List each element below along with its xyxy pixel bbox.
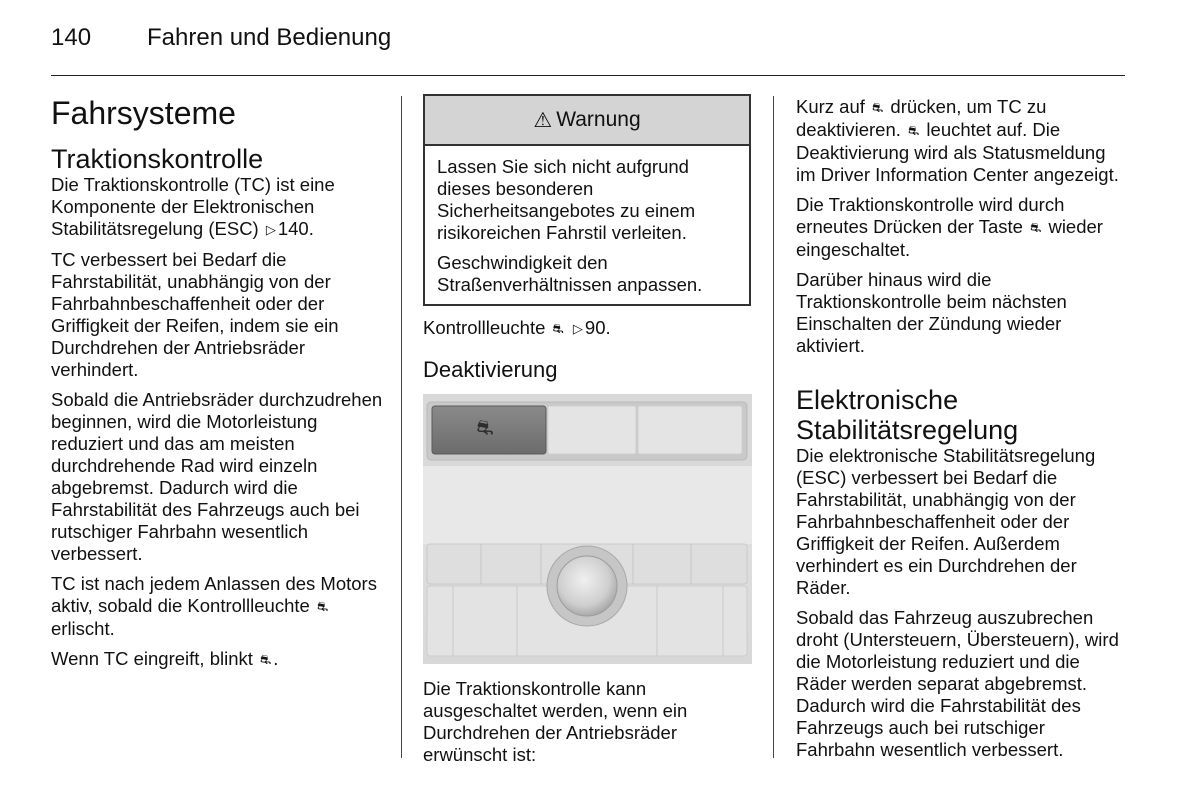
column-3 (796, 96, 1126, 769)
column-2-subheading (423, 357, 753, 383)
page-number: 140 (51, 24, 92, 51)
warning-triangle-icon: ⚠ (533, 108, 553, 132)
paragraph: TC ist nach jedem Anlassen des Motors aktiv, sobald die Kontrollleuchte ⛐ erlischt. (51, 573, 377, 639)
paragraph: Die Traktionskontrolle wird durch erneutes Drücken der Taste ⛐ wieder eingeschaltet. (796, 194, 1103, 260)
paragraph: Die Traktionskontrolle (TC) ist eine Komponente der Elektronischen Stabilitätsregelung (ESC) ▷ 140. (51, 174, 335, 239)
column-divider-2 (773, 96, 774, 758)
traction-control-icon: ⛐ (260, 652, 272, 667)
warning-title: Warnung (556, 108, 641, 131)
paragraph: Darüber hinaus wird die Traktionskontrolle beim nächsten Einschalten der Zündung wieder aktiviert. (796, 269, 1067, 356)
traction-control-off-icon: ⛐ (872, 100, 884, 115)
traction-control-icon: ⛐ (316, 599, 329, 614)
traction-control-icon: ⛐ (552, 321, 564, 336)
paragraph: Sobald die Antriebsräder durchzudrehen beginnen, wird die Motorleistung reduziert und das am meisten durchdrehende Rad wird einzeln abgebremst. Dadurch wird die Fahrstabilität des Fahrzeugs auch bei rutschiger Fahrbahn wesentlich verbessert. (51, 389, 383, 564)
section-title: Fahren und Bedienung (147, 24, 392, 51)
warning-body (425, 146, 749, 296)
section-heading-traktionskontrolle: Traktionskontrolle (51, 144, 264, 174)
column-2-indicator (423, 317, 753, 348)
column-divider-1 (401, 96, 402, 758)
rotary-knob (557, 556, 617, 616)
column-2-text (423, 678, 753, 774)
header-rule (51, 75, 1125, 76)
traction-control-off-icon: ⛐ (476, 415, 494, 439)
dashboard-photo (423, 394, 752, 664)
page-reference-arrow-icon: ▷ (265, 222, 276, 237)
warning-box (423, 94, 751, 306)
page-header (51, 24, 391, 52)
section-heading-esc: Elektronische Stabilitätsregelung (796, 385, 1019, 445)
column-1 (51, 96, 386, 679)
warning-paragraph: Geschwindigkeit den Straßenverhältnissen anpassen. (437, 252, 703, 295)
subheading-deaktivierung: Deaktivierung (423, 357, 558, 382)
warning-header (425, 96, 749, 146)
traction-control-off-icon: ⛐ (1030, 220, 1042, 235)
warning-paragraph: Lassen Sie sich nicht aufgrund dieses besonderen Sicherheitsangebotes zu einem risikoreichen Fahrstil verleiten. (437, 156, 696, 243)
paragraph: Wenn TC eingreift, blinkt ⛐ . (51, 648, 279, 669)
traction-control-off-icon: ⛐ (908, 123, 920, 138)
page-reference-arrow-icon: ▷ (572, 321, 583, 336)
chapter-heading: Fahrsysteme (51, 95, 236, 131)
indicator-reference: Kontrollleuchte ⛐ ▷ 90. (423, 317, 611, 338)
paragraph: TC verbessert bei Bedarf die Fahrstabilität, unabhängig von der Fahrbahnbeschaffenheit oder der Griffigkeit der Reifen, indem sie ein Durchdrehen der Antriebsräder verhindert. (51, 249, 339, 380)
paragraph: Die Traktionskontrolle kann ausgeschaltet werden, wenn ein Durchdrehen der Antriebsräder erwünscht ist: (423, 678, 688, 765)
paragraph: Sobald das Fahrzeug auszubrechen droht (Untersteuern, Übersteuern), wird die Motorleistung reduziert und die Räder werden separat abgebremst. Dadurch wird die Fahrstabilität des Fahrzeugs auch bei rutschiger Fahrbahn wesentlich verbessert. (796, 607, 1119, 760)
paragraph: Kurz auf ⛐ drücken, um TC zu deaktivieren. ⛐ leuchtet auf. Die Deaktivierung wird als Statusmeldung im Driver Information Center angezeigt. (796, 96, 1119, 185)
paragraph: Die elektronische Stabilitätsregelung (ESC) verbessert bei Bedarf die Fahrstabilität, unabhängig von der Fahrbahnbeschaffenheit oder der Griffigkeit der Reifen. Außerdem verhindert es ein Durchdrehen der Räder. (796, 445, 1096, 598)
